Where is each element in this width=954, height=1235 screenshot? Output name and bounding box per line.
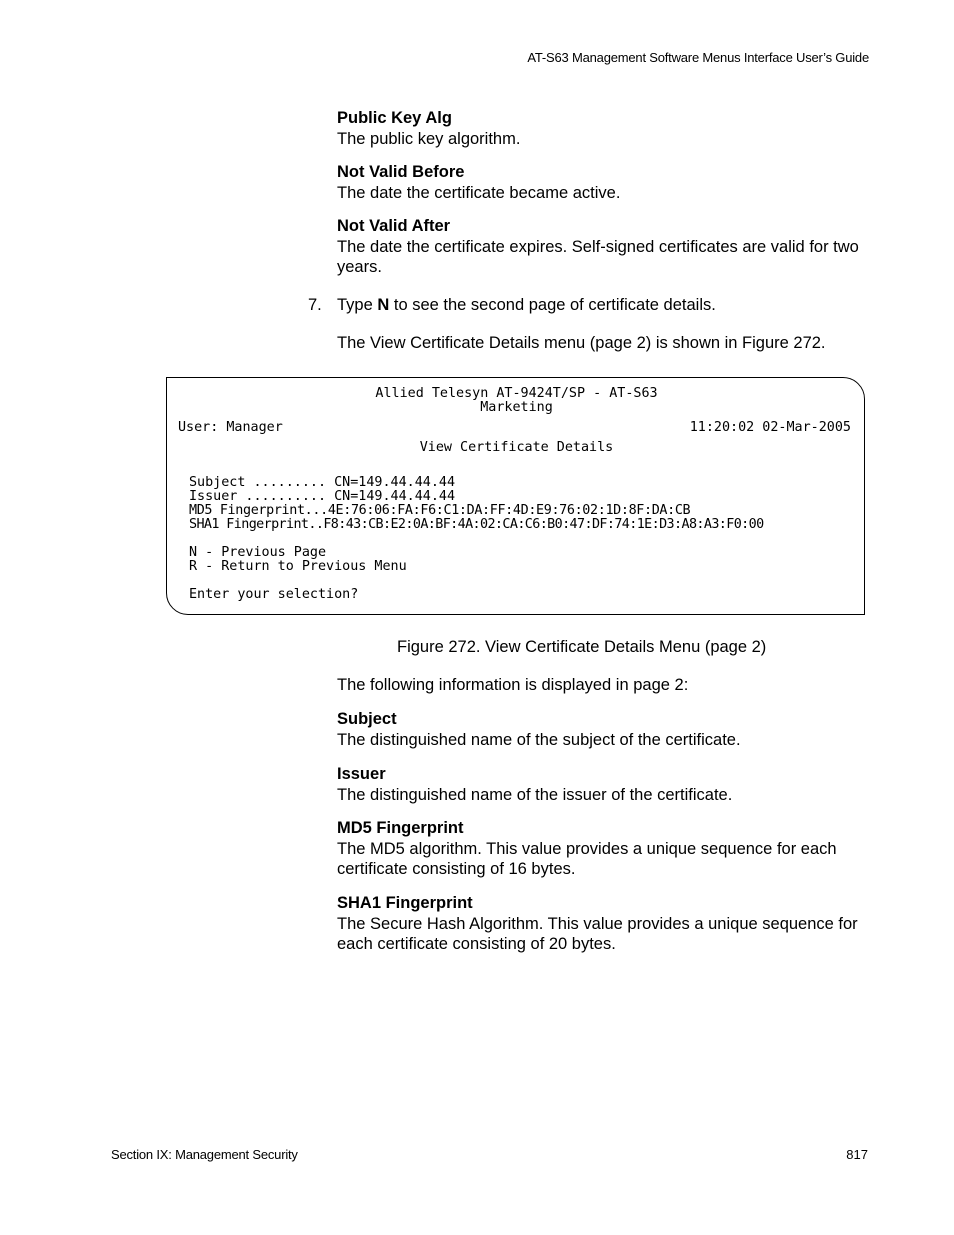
- definition-desc: The Secure Hash Algorithm. This value provides a unique sequence for each certificate consisting of 20 bytes.: [337, 914, 858, 953]
- terminal-field-subject: Subject ......... CN=149.44.44.44: [189, 475, 456, 490]
- terminal-location: Marketing: [480, 400, 553, 415]
- terminal-option-previous: N - Previous Page: [189, 545, 327, 560]
- definition-not-valid-before: [337, 162, 867, 203]
- definition-term: MD5 Fingerprint: [337, 819, 464, 837]
- definition-desc: The distinguished name of the issuer of the certificate.: [337, 785, 733, 804]
- definition-term: SHA1 Fingerprint: [337, 894, 473, 912]
- terminal-datetime: 11:20:02 02-Mar-2005: [689, 420, 851, 435]
- definition-desc: The public key algorithm.: [337, 129, 521, 148]
- figure-caption: Figure 272. View Certificate Details Menu (page 2): [397, 638, 767, 656]
- definition-issuer: [337, 764, 867, 805]
- definition-subject: [337, 709, 867, 750]
- definition-term: Not Valid After: [337, 217, 451, 235]
- definition-md5-fingerprint: [337, 818, 867, 880]
- definition-desc: The MD5 algorithm. This value provides a unique sequence for each certificate consisting of 16 bytes.: [337, 839, 837, 878]
- terminal-field-md5: MD5 Fingerprint...4E:76:06:FA:F6:C1:DA:FF:4D:E9:76:02:1D:8F:DA:CB: [189, 503, 691, 518]
- step-key: N: [377, 296, 390, 314]
- terminal-screen: [166, 377, 865, 615]
- definition-term: Not Valid Before: [337, 163, 465, 181]
- definition-not-valid-after: [337, 216, 867, 278]
- terminal-user: User: Manager: [178, 420, 283, 435]
- terminal-prompt: Enter your selection?: [189, 587, 359, 602]
- info-intro: The following information is displayed in page 2:: [337, 676, 689, 694]
- terminal-field-issuer: Issuer .......... CN=149.44.44.44: [189, 489, 456, 504]
- step-pre: Type: [337, 296, 378, 314]
- definition-desc: The distinguished name of the subject of the certificate.: [337, 730, 741, 749]
- definition-term: Subject: [337, 710, 397, 728]
- figure-intro: The View Certificate Details menu (page 2) is shown in Figure 272.: [337, 334, 826, 352]
- terminal-menu-title: View Certificate Details: [419, 440, 614, 455]
- definition-term: Public Key Alg: [337, 109, 452, 127]
- terminal-field-sha1: SHA1 Fingerprint..F8:43:CB:E2:0A:BF:4A:02:CA:C6:B0:47:DF:74:1E:D3:A8:A3:F0:00: [189, 517, 764, 532]
- page-number: 817: [846, 1147, 868, 1162]
- running-header: AT-S63 Management Software Menus Interface User’s Guide: [527, 50, 869, 65]
- step-number: 7.: [308, 296, 322, 314]
- step-post: to see the second page of certificate details.: [389, 296, 716, 314]
- terminal-option-return: R - Return to Previous Menu: [189, 559, 407, 574]
- step-text: [337, 295, 867, 316]
- footer-section: Section IX: Management Security: [111, 1147, 298, 1162]
- definition-desc: The date the certificate expires. Self-signed certificates are valid for two years.: [337, 237, 859, 276]
- definition-desc: The date the certificate became active.: [337, 183, 621, 202]
- definition-sha1-fingerprint: [337, 893, 867, 955]
- definition-public-key-alg: [337, 108, 867, 149]
- terminal-device-line: Allied Telesyn AT-9424T/SP - AT-S63: [375, 386, 658, 401]
- definition-term: Issuer: [337, 765, 386, 783]
